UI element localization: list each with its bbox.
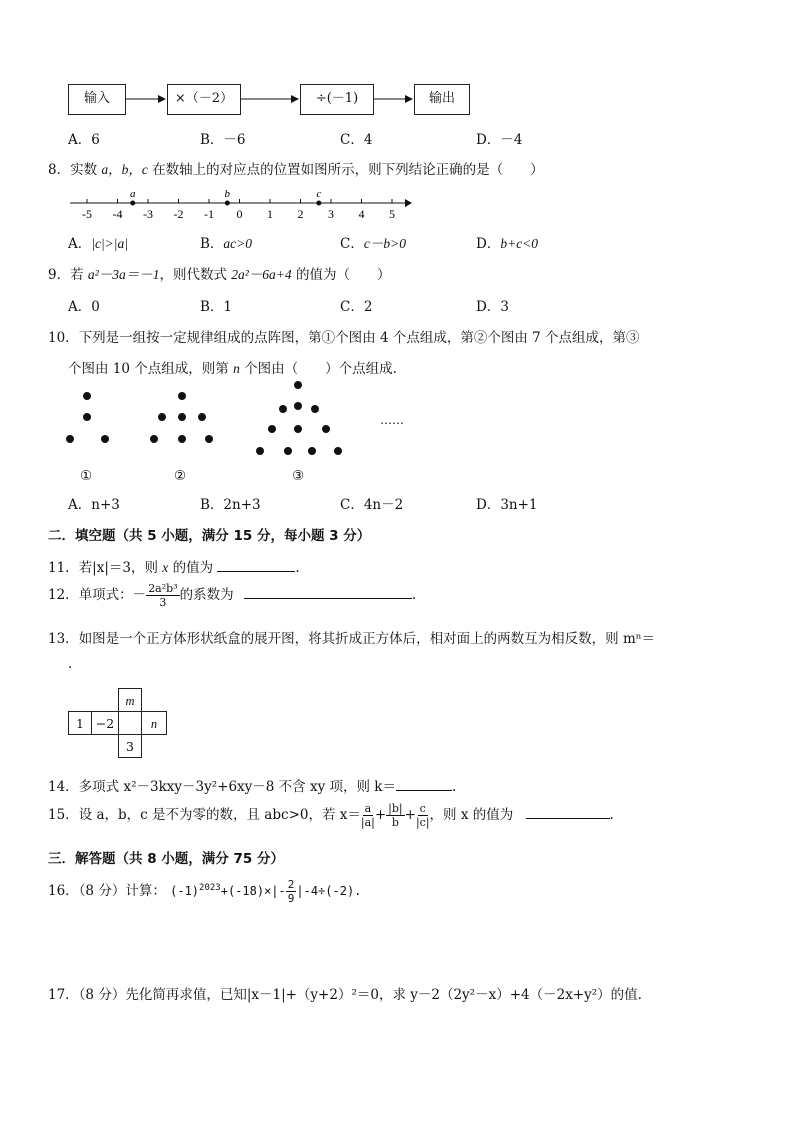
flow-box-input: 输入 [68, 84, 126, 115]
pattern-label-1: ① [80, 468, 93, 484]
number-line-tick-label: 5 [389, 207, 395, 221]
dot [83, 413, 91, 421]
dot [322, 425, 330, 433]
q16-fraction: $\frac{2}{9}$ [287, 878, 295, 905]
net-cell-right: n [141, 711, 167, 735]
flow-box-output: 输出 [414, 84, 470, 115]
dot [150, 435, 158, 443]
dot [294, 425, 302, 433]
flow-arrows [0, 0, 794, 130]
q15-frac-2: $\frac{|b|}{b}$ [388, 802, 403, 829]
number-line-arrowhead [405, 199, 412, 207]
q8-stem-a: 实数 [70, 162, 98, 178]
dot [256, 447, 264, 455]
flow-box-multiply: ×（－2） [167, 84, 241, 115]
section-2-heading: 二．填空题（共 5 小题，满分 15 分，每小题 3 分） [48, 528, 371, 544]
number-line-point-a [130, 201, 135, 206]
number-line-tick-label: -5 [82, 207, 92, 221]
dot [294, 402, 302, 410]
q8-option-a: A．|c|>|a| [68, 236, 128, 252]
dot [198, 413, 206, 421]
number-line-tick-label: 4 [358, 207, 365, 221]
number-line-tick-label: -1 [204, 207, 214, 221]
q8-option-d: D．b+c<0 [476, 236, 539, 252]
dot [205, 435, 213, 443]
q9-option-c: C．2 [340, 299, 373, 315]
number-line-tick-label: 1 [267, 207, 273, 221]
dot [158, 413, 166, 421]
q12: 12．单项式：－ $\frac{\text{2a²b³}}{3}$ 的系数为 . [48, 582, 417, 609]
net-cell-top: m [118, 688, 142, 712]
dot [294, 381, 302, 389]
q10-option-c: C．4n－2 [340, 497, 404, 513]
q8-number: 8． [48, 162, 71, 178]
flow-box-divide: ÷(－1) [300, 84, 374, 115]
q10-option-d: D．3n+1 [476, 497, 538, 513]
net-cell-left2: −2 [91, 711, 119, 735]
net-cell-bottom: 3 [118, 734, 142, 758]
q15: 15．设 a，b，c 是不为零的数，且 abc>0，若 x＝ $\frac{a}{|a|}$ + $\frac{|b|}{b}$ + $\frac{c}{|c|}$ ，则 x 的值为 . [48, 802, 614, 829]
number-line-point-label-b: b [224, 188, 231, 200]
q9-expr2: 2a²－6a+4 [231, 267, 292, 282]
q16-expression: $(-1)^{2023}+(-18)\times|-$ $\frac{2}{9}$ |-4÷(-2). [170, 878, 362, 905]
number-line-tick-label: 3 [328, 207, 334, 221]
dot [101, 435, 109, 443]
dot [268, 425, 276, 433]
q8-stem-b: 在数轴上的对应点的位置如图所示，则下列结论正确的是（ ） [152, 162, 544, 178]
q7-option-b: B．－6 [200, 132, 246, 148]
number-line-point-label-c: c [316, 188, 322, 200]
pattern-label-2: ② [174, 468, 187, 484]
q8-option-b: B．ac>0 [200, 236, 253, 252]
q12-fraction: $\frac{\text{2a²b³}}{3}$ [148, 582, 178, 609]
dot [311, 405, 319, 413]
dots-ellipsis: …… [380, 413, 404, 427]
q10-line2: 个图由 10 个点组成，则第 n 个图由（ ）个点组成. [68, 361, 397, 377]
number-line-tick-label: 0 [236, 207, 243, 221]
pattern-label-3: ③ [292, 468, 305, 484]
dot [178, 392, 186, 400]
q17: 17．（8 分）先化简再求值，已知|x－1|+（y+2）²＝0，求 y－2（2y²－x）+4（－2x+y²）的值. [48, 987, 642, 1003]
number-line-point-c [316, 201, 321, 206]
q11-answer-blank[interactable] [217, 558, 295, 572]
q13-line1: 13．如图是一个正方体形状纸盒的展开图，将其折成正方体后，相对面上的两数互为相反数，则 mⁿ＝ [48, 631, 656, 647]
dot [284, 447, 292, 455]
dot [178, 435, 186, 443]
q7-option-c: C．4 [340, 132, 373, 148]
q9-stem: 9．若 a²－3a＝－1，则代数式 2a²－6a+4 的值为（ ） [48, 267, 391, 283]
number-line-tick-label: -2 [173, 207, 184, 221]
number-line [60, 184, 420, 224]
number-line-tick-label: 2 [297, 207, 304, 221]
q9-option-b: B．1 [200, 299, 233, 315]
q15-frac-1: $\frac{a}{|a|}$ [360, 802, 375, 829]
q13-line2: . [68, 656, 73, 672]
q12-answer-blank[interactable] [244, 585, 412, 599]
net-cell-left1: 1 [68, 711, 92, 735]
q7-option-d: D．－4 [476, 132, 523, 148]
number-line-tick-label: -4 [112, 207, 123, 221]
q14-answer-blank[interactable] [396, 777, 452, 791]
dot [334, 447, 342, 455]
dot [308, 447, 316, 455]
dot [66, 435, 74, 443]
section-3-heading: 三．解答题（共 8 小题，满分 75 分） [48, 851, 284, 867]
net-cell-mid [118, 711, 142, 735]
q9-option-d: D．3 [476, 299, 509, 315]
q10-line1: 10．下列是一组按一定规律组成的点阵图，第①个图由 4 个点组成，第②个图由 7 个点组成，第③ [48, 330, 640, 346]
q15-answer-blank[interactable] [526, 805, 610, 819]
dot [279, 405, 287, 413]
q10-option-b: B．2n+3 [200, 497, 261, 513]
q9-option-a: A．0 [68, 299, 100, 315]
q15-frac-3: $\frac{c}{|c|}$ [415, 802, 430, 829]
q16: 16．（8 分）计算： $(-1)^{2023}+(-18)\times|-$ $\frac{2}{9}$ |-4÷(-2). [48, 878, 362, 905]
q8-stem [48, 158, 544, 178]
q8-option-c: C．c－b>0 [340, 236, 406, 252]
q9-expr1: a²－3a＝－1 [87, 267, 160, 282]
dot [178, 413, 186, 421]
number-line-tick-label: -3 [143, 207, 153, 221]
q11: 11．若|x|＝3，则 x 的值为 . [48, 560, 300, 576]
q7-option-a: A．6 [68, 132, 100, 148]
q14: 14．多项式 x²－3kxy－3y²+6xy－8 不含 xy 项，则 k＝ . [48, 779, 457, 795]
q10-option-a: A．n+3 [68, 497, 120, 513]
number-line-point-b [225, 201, 230, 206]
number-line-point-label-a: a [130, 188, 136, 200]
dot [83, 392, 91, 400]
q8-vars: a，b，c [101, 162, 148, 177]
